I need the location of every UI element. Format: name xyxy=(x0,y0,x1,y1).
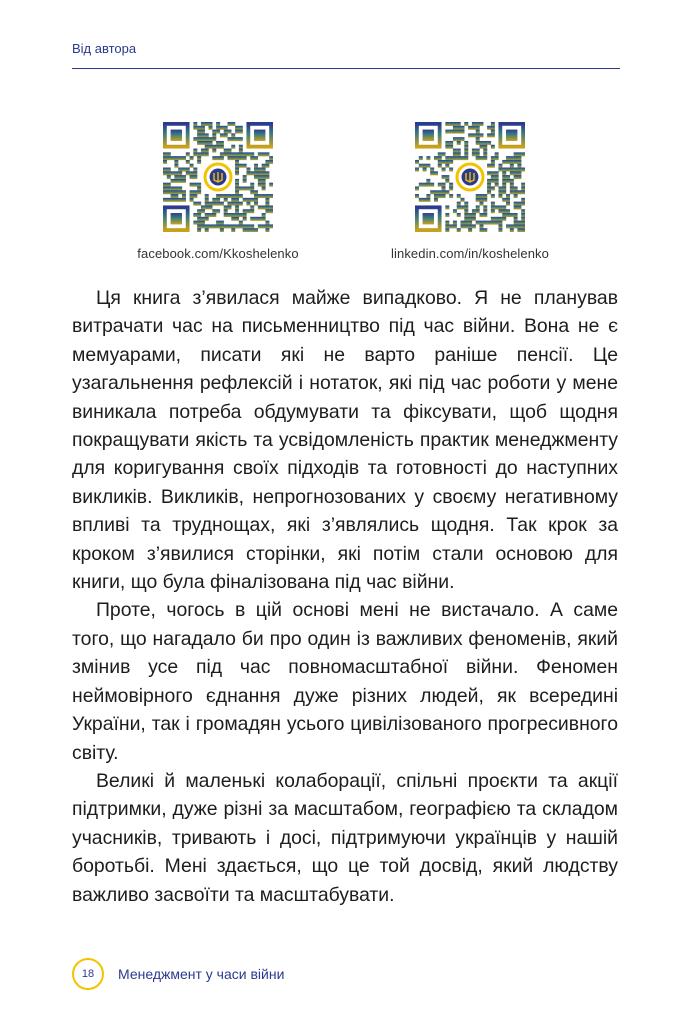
qr-code-icon xyxy=(163,122,273,232)
qr-facebook xyxy=(118,122,318,261)
page-number: 18 xyxy=(72,958,104,990)
running-head: Від автора xyxy=(72,41,137,56)
book-title: Менеджмент у часи війни xyxy=(118,966,285,982)
qr-code-icon xyxy=(415,122,525,232)
header-rule xyxy=(72,68,620,69)
qr-caption-linkedin: linkedin.com/in/koshelenko xyxy=(391,246,549,261)
body-text xyxy=(72,284,618,909)
paragraph: Великі й маленькі колаборації, спільні проєкти та акції підтримки, дуже різні за масштабом, географією та складом учасників, тривають і досі, підтримуючи українців у нашій боротьбі. Мені здається, що це той досвід, який людству важливо засвоїти та масштабувати. xyxy=(72,769,618,906)
paragraph: Проте, чогось в цій основі мені не вистачало. А саме того, що нагадало би про один із важливих феноменів, який змінив усе під час повномасштабної війни. Феномен неймовірного єднання дуже різних людей, як всередині України, так і громадян усього цивілізованого прогресивного світу. xyxy=(72,599,618,764)
paragraph: Ця книга з’явилася майже випадково. Я не планував витрачати час на письменництво під час війни. Вона не є мемуарами, писати які не варто раніше пенсії. Це узагальнення рефлексій і нотаток, які під час роботи у мене виникала потреба обдумувати та фіксувати, щоб щодня покращувати якість та усвідомленість практик менеджменту для коригування своїх підходів та готовності до наступних викликів. Викликів, непрогнозованих у своєму негативному впливі та труднощах, які з’являлись щодня. Так крок за кроком з’явилися сторінки, які потім стали основою для книги, що була фіналізована під час війни. xyxy=(72,287,618,594)
qr-caption-facebook: facebook.com/Kkoshelenko xyxy=(137,246,299,261)
qr-linkedin xyxy=(370,122,570,261)
page-footer xyxy=(72,958,284,990)
